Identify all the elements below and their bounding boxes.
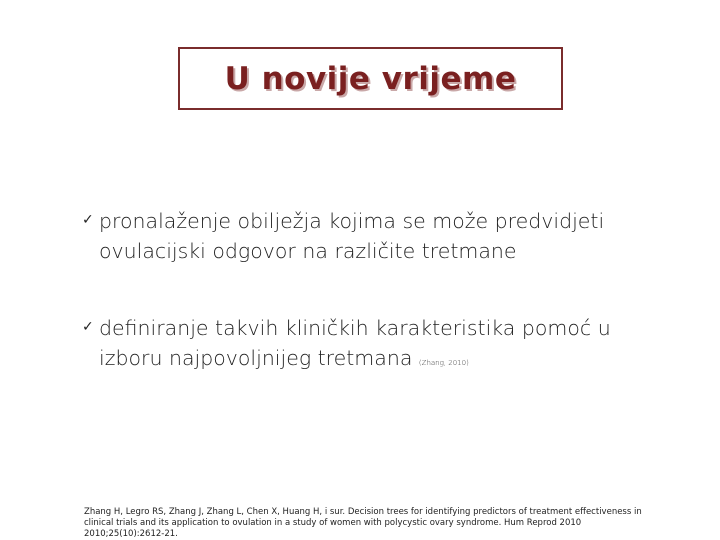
checkmark-icon: ✓ bbox=[82, 212, 94, 228]
checkmark-icon: ✓ bbox=[82, 319, 94, 335]
citation: (Zhang, 2010) bbox=[418, 359, 469, 367]
bullet-text bbox=[99, 206, 659, 266]
slide-title: U novije vrijeme bbox=[224, 60, 517, 97]
bullet-text bbox=[99, 313, 659, 378]
bullet-text-content: pronalaženje obilježja kojima se može predvidjeti ovulacijski odgovor na različite tretmane bbox=[99, 209, 605, 263]
reference-footnote: Zhang H, Legro RS, Zhang J, Zhang L, Chen X, Huang H, i sur. Decision trees for identifying predictors of treatment effectiveness in clinical trials and its application to ovulation in a study of women with polycystic ovary syndrome. Hum Reprod 2010 2010;25(10):2612-21. bbox=[84, 507, 642, 539]
title-box bbox=[178, 47, 563, 110]
bullet-text-content: definiranje takvih kliničkih karakteristika pomoć u izboru najpovoljnijeg tretmana bbox=[99, 316, 611, 370]
